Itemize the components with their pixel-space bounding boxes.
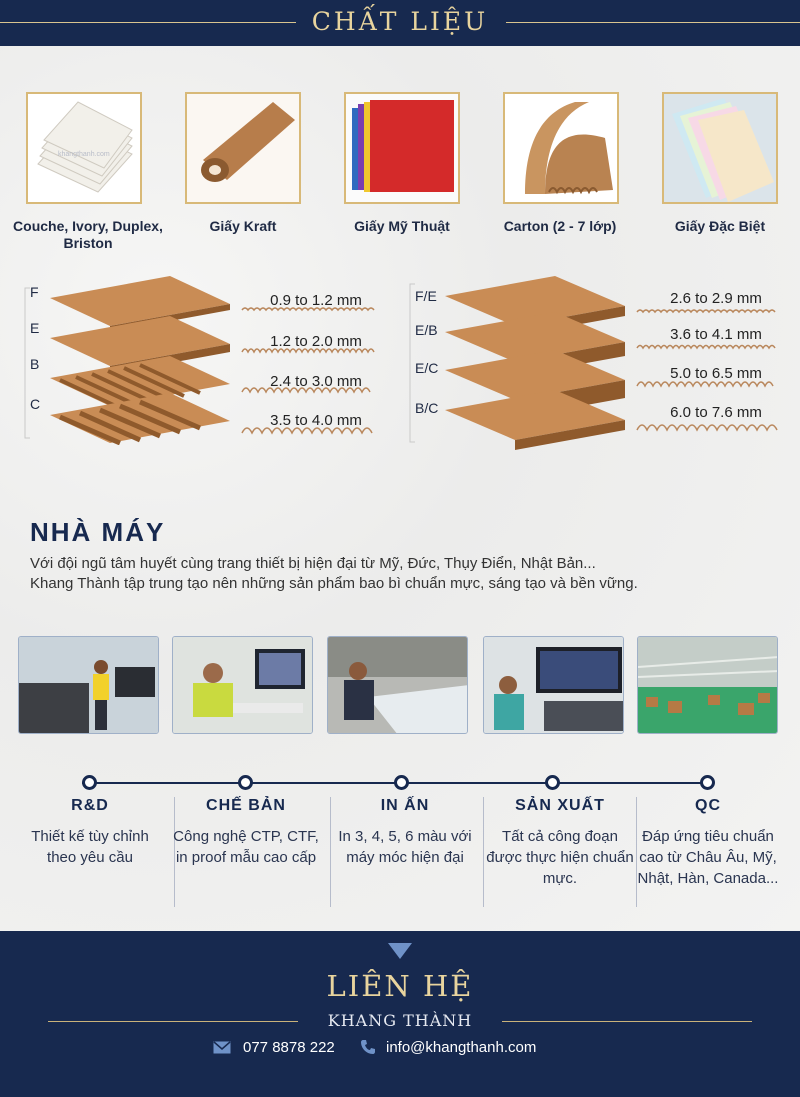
flute-code: E/B (415, 322, 438, 338)
flute-code: C (30, 396, 41, 412)
process-divider (483, 797, 484, 907)
mail-icon (213, 1041, 231, 1054)
watermark-text: khangthanh.com (58, 151, 110, 158)
timeline-dot (700, 775, 715, 790)
flute-range: 6.0 to 7.6 mm (670, 404, 762, 421)
factory-text-line-1: Với đội ngũ tâm huyết cùng trang thiết bị hiện đại từ Mỹ, Đức, Thụy Điển, Nhật Bản... (30, 555, 596, 572)
timeline-dot (394, 775, 409, 790)
material-image-couche (26, 92, 142, 204)
diamond-icon (388, 943, 412, 959)
factory-photo-prepress (172, 636, 313, 734)
material-label: Carton (2 - 7 lớp) (503, 218, 617, 234)
process-title: SẢN XUẤT (515, 797, 605, 814)
timeline-dot (545, 775, 560, 790)
flute-board-c (50, 393, 230, 443)
flute-range: 2.4 to 3.0 mm (270, 373, 362, 390)
flute-code: F/E (415, 288, 437, 304)
material-label: Couche, Ivory, Duplex, Briston (13, 218, 163, 251)
process-desc: Tất cả công đoạn được thực hiện chuẩn mực. (486, 828, 634, 887)
flute-code: B/C (415, 400, 439, 416)
material-label: Giấy Mỹ Thuật (354, 218, 450, 234)
factory-text-line-2: Khang Thành tập trung tạo nên những sản phẩm bao bì chuẩn mực, sáng tạo và bền vững. (30, 575, 638, 592)
phone-icon (360, 1039, 376, 1055)
factory-photo-production (483, 636, 624, 734)
timeline-dot (82, 775, 97, 790)
section-title: CHẤT LIỆU (311, 7, 489, 36)
flute-code: E/C (415, 360, 439, 376)
material-label: Giấy Kraft (209, 218, 277, 234)
process-title: R&D (71, 797, 109, 814)
flute-code: F (30, 284, 39, 300)
factory-title: NHÀ MÁY (30, 517, 166, 547)
flute-range: 0.9 to 1.2 mm (270, 292, 362, 309)
material-image-special (662, 92, 778, 204)
material-image-kraft (185, 92, 301, 204)
process-title: CHẾ BẢN (206, 797, 286, 814)
flute-range: 3.6 to 4.1 mm (670, 326, 762, 343)
flute-range: 2.6 to 2.9 mm (670, 290, 762, 307)
contact-title: LIÊN HỆ (326, 969, 474, 1003)
process-desc: Đáp ứng tiêu chuẩn cao từ Châu Âu, Mỹ, Nhật, Hàn, Canada... (637, 828, 779, 887)
factory-photo-rnd (18, 636, 159, 734)
factory-photo-warehouse (637, 636, 778, 734)
contact-footer (0, 931, 800, 1097)
contact-email[interactable]: info@khangthanh.com (386, 1039, 537, 1056)
process-title: QC (695, 797, 721, 814)
material-image-fine-art (344, 92, 460, 204)
material-image-carton (503, 92, 619, 204)
flute-code: B (30, 356, 40, 372)
contact-phone[interactable]: 077 8878 222 (243, 1039, 335, 1056)
section-header (0, 0, 800, 46)
flute-range: 5.0 to 6.5 mm (670, 365, 762, 382)
flute-code: E (30, 320, 40, 336)
process-desc: Công nghệ CTP, CTF, in proof mẫu cao cấp (173, 828, 319, 866)
timeline-dot (238, 775, 253, 790)
flute-range: 3.5 to 4.0 mm (270, 412, 362, 429)
company-name: KHANG THÀNH (327, 1011, 473, 1030)
flute-range: 1.2 to 2.0 mm (270, 333, 362, 350)
process-desc: In 3, 4, 5, 6 màu với máy móc hiện đại (338, 828, 472, 866)
factory-photo-printing (327, 636, 468, 734)
material-label: Giấy Đặc Biệt (674, 218, 766, 234)
process-title: IN ẤN (380, 797, 430, 814)
process-desc: Thiết kế tùy chỉnh theo yêu cầu (31, 828, 149, 866)
